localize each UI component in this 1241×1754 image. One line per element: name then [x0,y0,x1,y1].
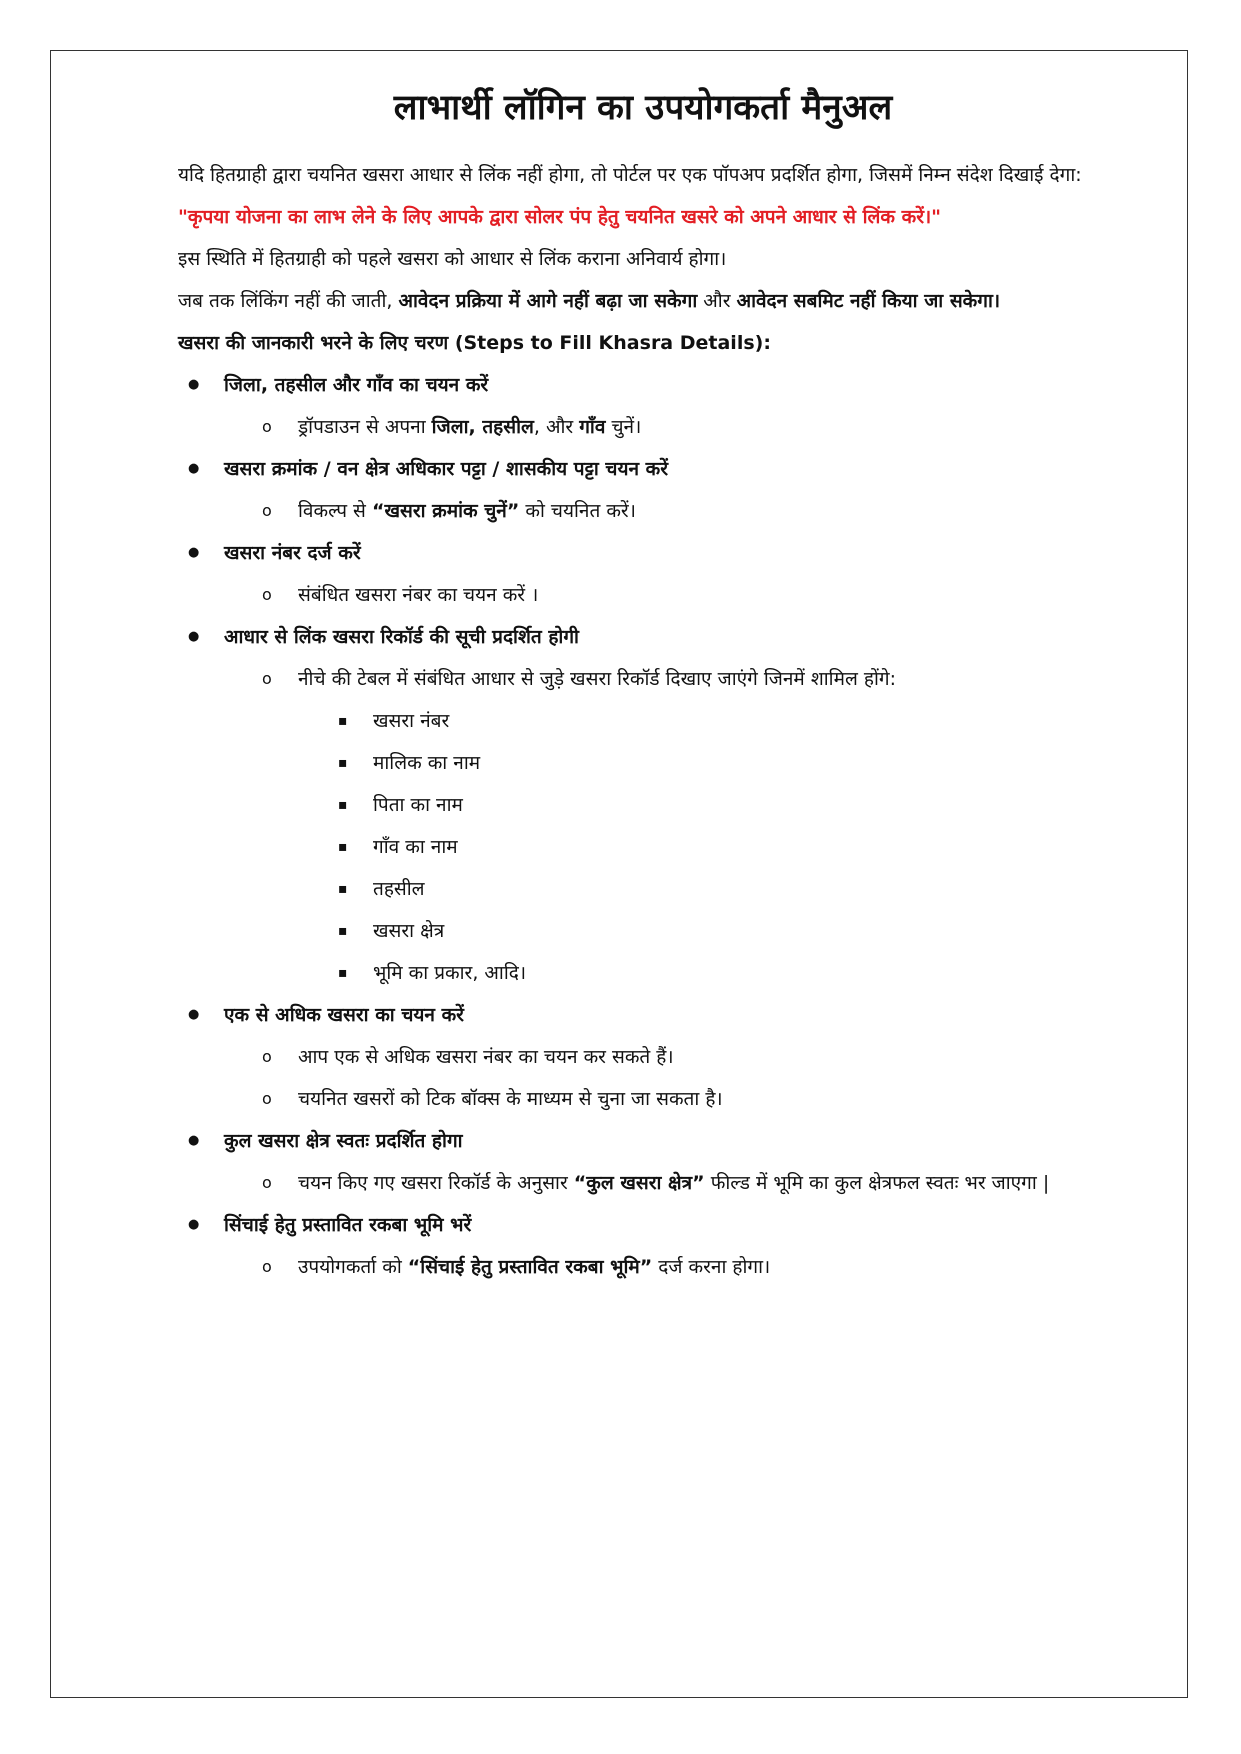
step-detail [178,1246,1108,1288]
step-detail-text: ड्रॉपडाउन से अपना [298,416,432,438]
step-detail [178,406,1108,448]
steps-list [178,364,1108,1288]
step-detail-text: चयनित खसरों को टिक बॉक्स के माध्यम से चुना जा सकता है। [298,1088,723,1110]
step-detail-text: चुनें। [605,416,642,438]
consequence-text-b: आवेदन प्रक्रिया में आगे नहीं बढ़ा जा सकेगा [398,290,698,312]
consequence-text-a: जब तक लिंकिंग नहीं की जाती, [178,290,399,312]
step-detail-text: चयन किए गए खसरा रिकॉर्ड के अनुसार [298,1172,574,1194]
intro-paragraph: यदि हितग्राही द्वारा चयनित खसरा आधार से लिंक नहीं होगा, तो पोर्टल पर एक पॉपअप प्रदर्शित होगा, जिसमें निम्न संदेश दिखाई देगा: [178,164,1082,186]
step-detail [178,1078,1108,1120]
steps-heading [178,322,1108,364]
step-detail-text: नीचे की टेबल में संबंधित आधार से जुड़े खसरा रिकॉर्ड दिखाए जाएंगे जिनमें शामिल होंगे: [298,668,896,690]
step-detail-text: आप एक से अधिक खसरा नंबर का चयन कर सकते हैं। [298,1046,674,1068]
record-field-item: ▪ गाँव का नाम [178,826,1108,868]
record-field-item: ▪ खसरा नंबर [178,700,1108,742]
step-detail-text: जिला, तहसील [431,416,534,438]
record-field-item: ▪ भूमि का प्रकार, आदि। [178,952,1108,994]
step-detail-text: विकल्प से [298,500,372,522]
step-heading: ● खसरा नंबर दर्ज करें [178,532,1108,574]
step-detail [178,490,1108,532]
step-detail [178,1036,1108,1078]
popup-message: "कृपया योजना का लाभ लेने के लिए आपके द्वारा सोलर पंप हेतु चयनित खसरे को अपने आधार से लिंक करें।" [178,206,942,228]
document-body [178,80,1108,1288]
steps-heading-english: (Steps to Fill Khasra Details): [448,332,771,354]
step-detail-text: “कुल खसरा क्षेत्र” [573,1172,705,1194]
consequence-text-d: आवेदन सबमिट नहीं किया जा सकेगा। [736,290,1001,312]
step-detail-text: “सिंचाई हेतु प्रस्तावित रकबा भूमि” [407,1256,653,1278]
step-detail-text: उपयोगकर्ता को [298,1256,408,1278]
step-detail [178,574,1108,616]
step-heading: ● कुल खसरा क्षेत्र स्वतः प्रदर्शित होगा [178,1120,1108,1162]
step-detail [178,1162,1108,1204]
step-heading: ● आधार से लिंक खसरा रिकॉर्ड की सूची प्रदर्शित होगी [178,616,1108,658]
step-detail-text: , और [533,416,580,438]
step-detail [178,658,1108,700]
step-detail-text: दर्ज करना होगा। [652,1256,771,1278]
step-heading: ● जिला, तहसील और गाँव का चयन करें [178,364,1108,406]
step-heading: ● एक से अधिक खसरा का चयन करें [178,994,1108,1036]
step-detail-text: फील्ड में भूमि का कुल क्षेत्रफल स्वतः भर जाएगा | [704,1172,1050,1194]
step-detail-text: संबंधित खसरा नंबर का चयन करें । [298,584,539,606]
document-title: लाभार्थी लॉगिन का उपयोगकर्ता मैनुअल [393,88,893,128]
linking-consequence [178,280,1108,322]
record-field-item: ▪ खसरा क्षेत्र [178,910,1108,952]
steps-heading-hindi: खसरा की जानकारी भरने के लिए चरण [178,332,449,354]
record-field-item: ▪ तहसील [178,868,1108,910]
linking-requirement: इस स्थिति में हितग्राही को पहले खसरा को आधार से लिंक कराना अनिवार्य होगा। [178,248,727,270]
consequence-text-c: और [697,290,737,312]
step-detail-text: गाँव [579,416,606,438]
record-field-item: ▪ मालिक का नाम [178,742,1108,784]
record-field-item: ▪ पिता का नाम [178,784,1108,826]
step-heading: ● खसरा क्रमांक / वन क्षेत्र अधिकार पट्टा / शासकीय पट्टा चयन करें [178,448,1108,490]
step-detail-text: “खसरा क्रमांक चुनें” [371,500,520,522]
step-detail-text: को चयनित करें। [519,500,636,522]
step-heading: ● सिंचाई हेतु प्रस्तावित रकबा भूमि भरें [178,1204,1108,1246]
